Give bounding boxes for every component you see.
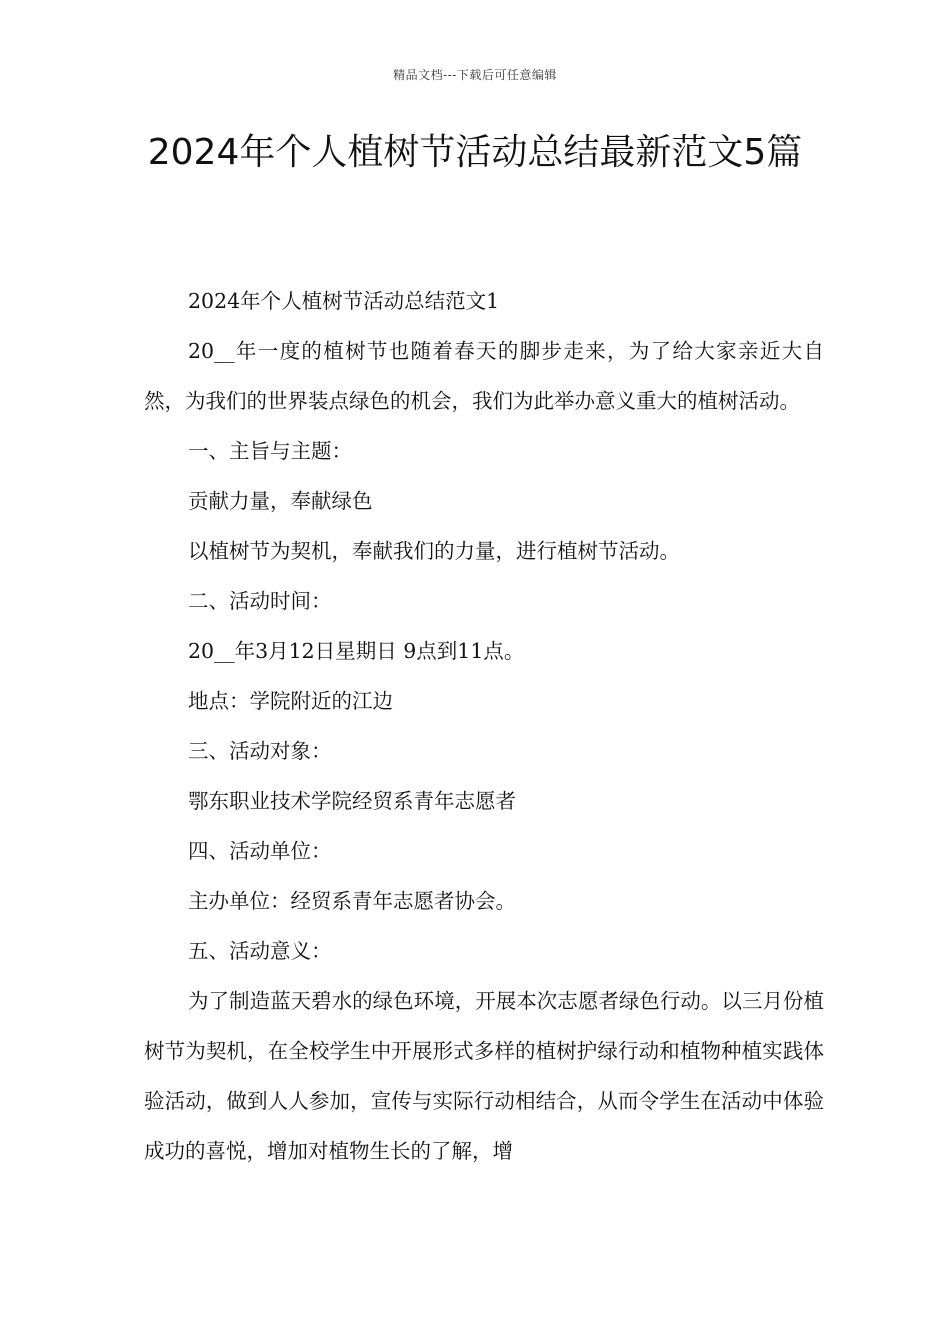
paragraph-audience: 鄂东职业技术学院经贸系青年志愿者 xyxy=(188,789,516,813)
heading-purpose: 一、主旨与主题： xyxy=(188,439,352,463)
paragraph-significance: 为了制造蓝天碧水的绿色环境，开展本次志愿者绿色行动。以三月份植树节为契机，在全校学生中开展形式多样的植树护绿行动和植物种植实践体验活动，做到人人参加，宣传与实际行动相结合，从而令学生在活动中体验成功的喜悦，增加对植物生长的了解，增 xyxy=(144,989,824,1163)
header-note: 精品文档---下载后可任意编辑 xyxy=(393,68,557,82)
paragraph-organizer: 主办单位：经贸系青年志愿者协会。 xyxy=(188,889,516,913)
heading-time: 二、活动时间： xyxy=(188,589,332,613)
paragraph-location: 地点：学院附近的江边 xyxy=(188,689,393,713)
paragraph-theme: 贡献力量，奉献绿色 xyxy=(188,489,373,513)
heading-audience: 三、活动对象： xyxy=(188,739,332,763)
document-body xyxy=(144,276,824,1176)
heading-significance: 五、活动意义： xyxy=(188,939,332,963)
paragraph-purpose-detail: 以植树节为契机，奉献我们的力量，进行植树节活动。 xyxy=(188,539,680,563)
heading-organizer: 四、活动单位： xyxy=(188,839,332,863)
document-title: 2024年个人植树节活动总结最新范文5篇 xyxy=(147,132,803,173)
paragraph-subtitle: 2024年个人植树节活动总结范文1 xyxy=(188,289,500,313)
paragraph-time: 20__年3月12日星期日 9点到11点。 xyxy=(188,639,525,663)
paragraph-intro: 20__年一度的植树节也随着春天的脚步走来，为了给大家亲近大自然，为我们的世界装点绿色的机会，我们为此举办意义重大的植树活动。 xyxy=(144,339,824,413)
